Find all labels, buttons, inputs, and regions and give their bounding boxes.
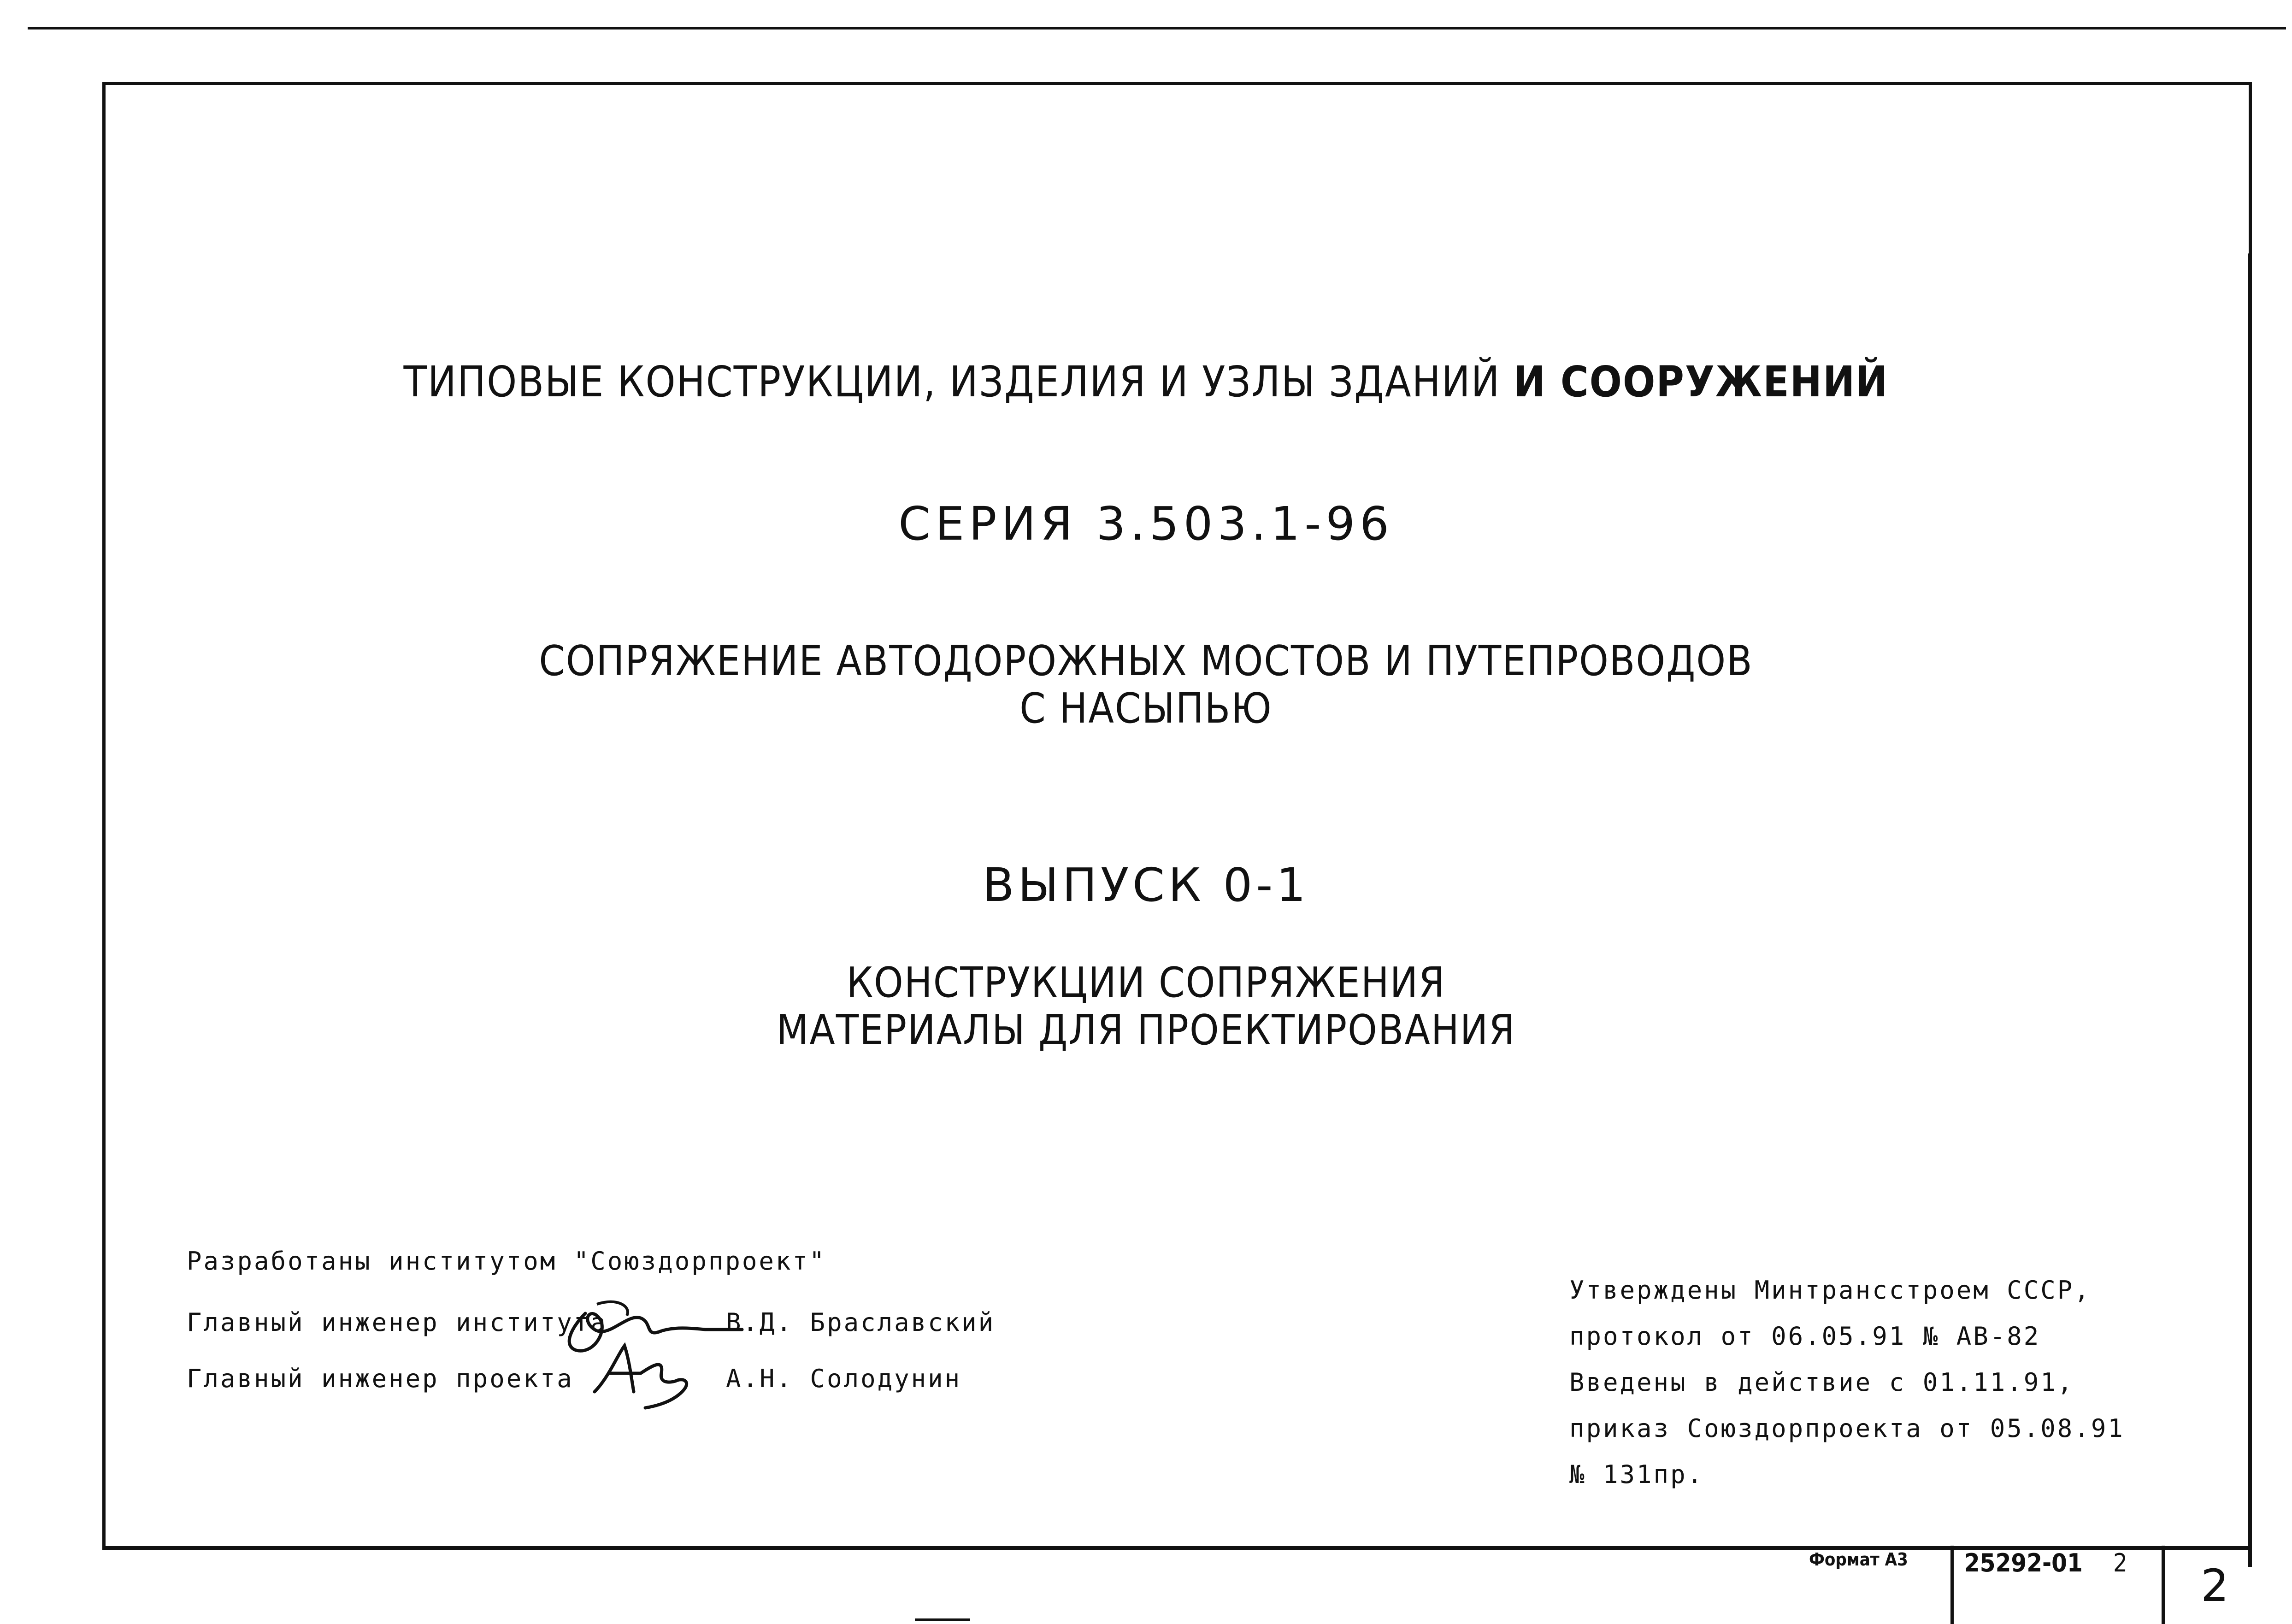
format-label: Формат А3 [1809,1549,1908,1570]
document-sheet: 2 [2113,1548,2127,1577]
chief-engineer-project-label: Главный инженер проекта [187,1364,574,1393]
approval-line-4: приказ Союздорпроекта от 05.08.91 [1569,1414,2125,1443]
bottom-mark [915,1618,970,1621]
top-rule [28,27,2286,29]
approval-line-2: протокол от 06.05.91 № АВ-82 [1569,1322,2041,1351]
chief-engineer-institute-label: Главный инженер института [187,1308,607,1337]
subject-line-1: СОПРЯЖЕНИЕ АВТОДОРОЖНЫХ МОСТОВ И ПУТЕПРОВОДОВ [539,637,1753,685]
chief-engineer-project-name: А.Н. Солодунин [726,1364,962,1393]
issue-title: ВЫПУСК 0-1 [983,858,1309,912]
subject-line-2: С НАСЫПЬЮ [1019,684,1273,733]
issue-subtitle-2: МАТЕРИАЛЫ ДЛЯ ПРОЕКТИРОВАНИЯ [776,1006,1516,1054]
series-title: СЕРИЯ 3.503.1-96 [898,497,1394,551]
chief-engineer-institute-name: В.Д. Браславский [726,1308,996,1337]
approval-line-1: Утверждены Минтрансстроем СССР, [1569,1276,2091,1305]
issue-subtitle-1: КОНСТРУКЦИИ СОПРЯЖЕНИЯ [846,959,1446,1007]
stamp-divider-2 [2162,1546,2165,1624]
right-rule-vertical [2248,253,2252,1567]
signature-solodunin [585,1336,705,1410]
approval-line-3: Введены в действие с 01.11.91, [1569,1368,2074,1397]
approval-line-5: № 131пр. [1569,1460,1704,1489]
document-number: 25292-01 [1964,1548,2083,1577]
main-title-part1: ТИПОВЫЕ КОНСТРУКЦИИ, ИЗДЕЛИЯ И УЗЛЫ ЗДАНИЙ [403,357,1514,406]
developed-by: Разработаны институтом "Союздорпроект" [187,1247,826,1276]
main-title [0,357,2292,406]
page-number: 2 [2201,1560,2229,1612]
stamp-divider-1 [1950,1546,1954,1624]
main-title-part2: И СООРУЖЕНИЙ [1513,357,1889,406]
